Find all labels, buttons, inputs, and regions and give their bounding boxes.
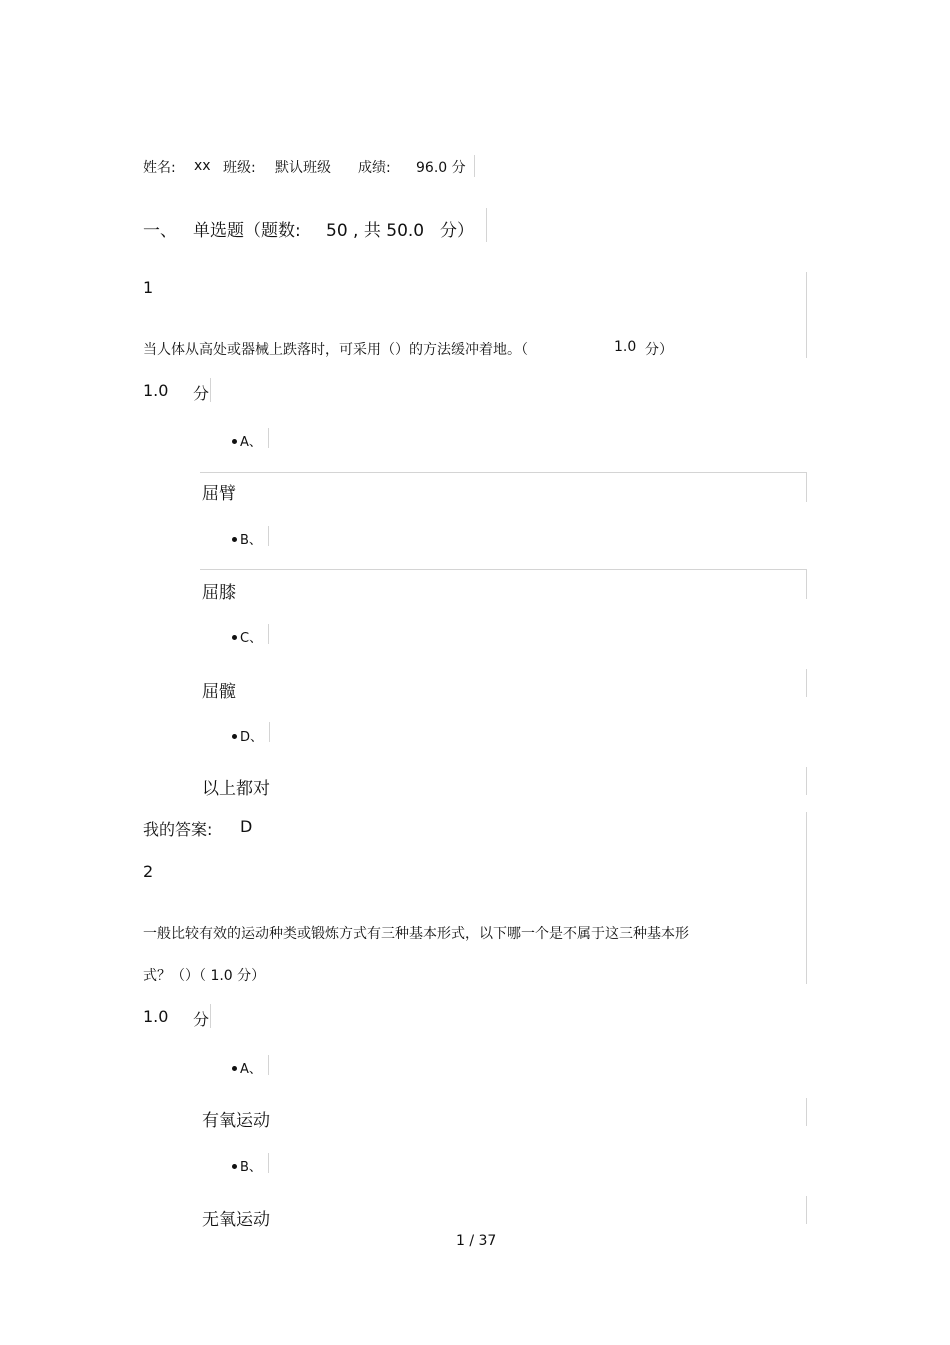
option-divider xyxy=(268,428,269,448)
option-divider xyxy=(268,526,269,546)
q2-option-b-radio[interactable] xyxy=(232,1156,262,1175)
section-count: 50 , 共 50.0 xyxy=(326,221,425,241)
option-d-letter: D、 xyxy=(240,730,264,745)
option-b-box-right xyxy=(806,569,807,599)
option-a-box-right xyxy=(806,472,807,502)
q2-option-b-text[interactable]: 无氧运动 xyxy=(202,1210,270,1230)
section-suffix: 分） xyxy=(440,221,474,241)
section-title: 单选题（题数: xyxy=(193,221,301,241)
points-divider xyxy=(210,378,211,402)
question-1-text: 当人体从高处或器械上跌落时，可采用（）的方法缓冲着地。（ xyxy=(143,342,528,358)
question-1-border xyxy=(806,272,807,358)
option-divider xyxy=(268,624,269,644)
option-a-text[interactable]: 屈臂 xyxy=(202,484,236,504)
question-1-number: 1 xyxy=(143,278,154,297)
section-number: 一、 xyxy=(143,221,177,241)
option-d-text[interactable]: 以上都对 xyxy=(202,779,270,799)
question-2-text-line1: 一般比较有效的运动种类或锻炼方式有三种基本形式，以下哪一个是不属于这三种基本形 xyxy=(143,926,689,942)
question-2-number: 2 xyxy=(143,862,154,881)
option-b-text[interactable]: 屈膝 xyxy=(202,583,236,603)
q2-option-a-radio[interactable] xyxy=(232,1058,262,1077)
q2-option-b-box-right xyxy=(806,1196,807,1224)
option-divider xyxy=(268,1055,269,1075)
question-1-points-unit: 分 xyxy=(193,384,210,403)
question-2-border xyxy=(806,812,807,984)
option-b-letter: B、 xyxy=(240,533,262,548)
score-value: 96.0 分 xyxy=(416,160,466,176)
option-c-text[interactable]: 屈髋 xyxy=(202,682,236,702)
class-label: 班级: xyxy=(223,160,256,176)
question-2-points: 1.0 xyxy=(143,1007,169,1026)
question-2-points-unit: 分 xyxy=(193,1010,210,1029)
section-divider xyxy=(486,208,487,242)
option-c-letter: C、 xyxy=(240,631,263,646)
question-1-inline-points-unit: 分） xyxy=(645,342,673,358)
name-value: xx xyxy=(194,158,211,174)
name-label: 姓名: xyxy=(143,160,176,176)
option-a-radio[interactable] xyxy=(232,431,262,450)
option-a-letter: A、 xyxy=(240,435,262,450)
my-answer-label: 我的答案: xyxy=(143,820,213,839)
q2-option-a-letter: A、 xyxy=(240,1062,262,1077)
option-d-radio[interactable] xyxy=(232,726,263,745)
option-b-radio[interactable] xyxy=(232,529,262,548)
q2-option-a-text[interactable]: 有氧运动 xyxy=(202,1111,270,1131)
option-c-box-right xyxy=(806,669,807,697)
option-c-radio[interactable] xyxy=(232,627,262,646)
q2-option-b-letter: B、 xyxy=(240,1160,262,1175)
header-divider xyxy=(474,155,475,177)
option-b-box-top xyxy=(200,569,806,570)
option-a-box-top xyxy=(200,472,806,473)
score-label: 成绩: xyxy=(358,160,391,176)
page-indicator: 1 / 37 xyxy=(456,1233,497,1249)
my-answer-value: D xyxy=(240,817,253,836)
question-1-inline-points: 1.0 xyxy=(614,339,637,355)
option-divider xyxy=(268,1153,269,1173)
q2-option-a-box-right xyxy=(806,1098,807,1126)
question-1-points: 1.0 xyxy=(143,381,169,400)
option-divider xyxy=(269,722,270,742)
option-d-box-right xyxy=(806,767,807,795)
class-value: 默认班级 xyxy=(275,160,331,176)
question-2-text-line2: 式？（）（ 1.0 分） xyxy=(143,968,266,984)
points-divider xyxy=(210,1004,211,1028)
